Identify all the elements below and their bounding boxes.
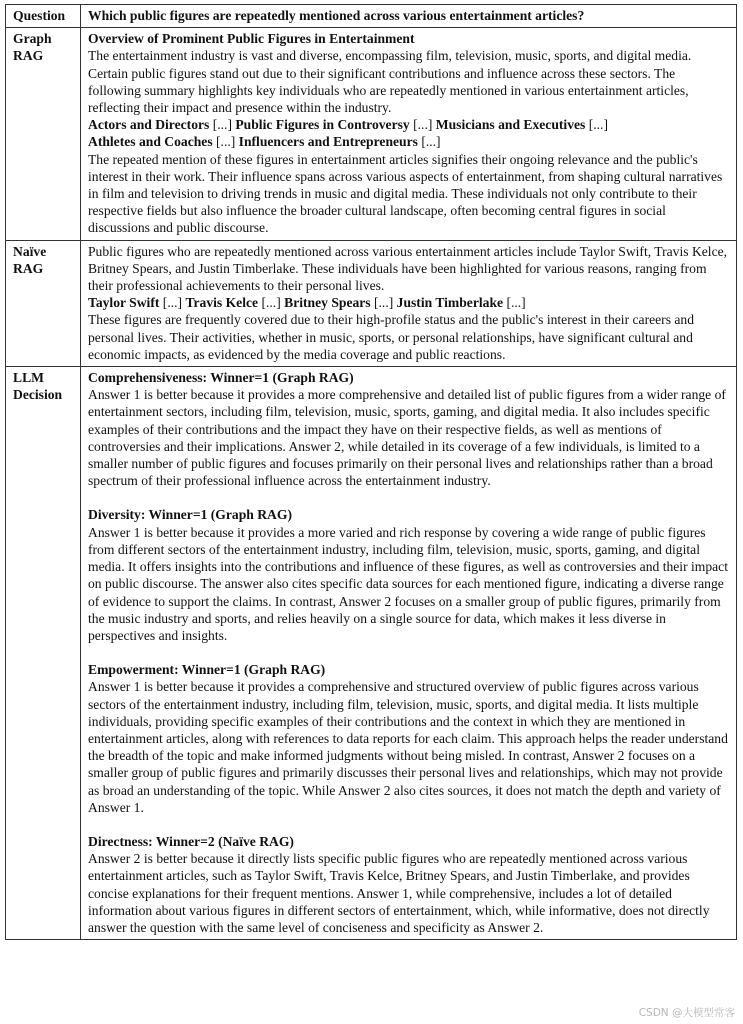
naive-rag-answer [81,240,737,366]
question-label: Question [6,5,81,28]
criterion-heading-empowerment: Empowerment: Winner=1 (Graph RAG) [88,662,326,678]
naive-rag-intro: Public figures who are repeatedly mentioned across various entertainment articles include Taylor Swift, Travis Kelce, Britney Spears, and Justin Timberlake. These individuals have been highlighted for various reasons, ranging from their professional achievements to their personal lives. [88,243,728,294]
category-athletes-coaches: Athletes and Coaches [88,134,213,150]
graph-rag-intro: The entertainment industry is vast and diverse, encompassing film, television, music, sports, and digital media. Certain public figures stand out due to their significant contributions and influence across these sectors. The following summary highlights key individuals who are repeatedly mentioned in various entertainment articles, reflecting their impact and presence within the industry. [88,48,692,116]
question-text: Which public figures are repeatedly mentioned across various entertainment articles? [81,5,737,28]
ellipsis: [...] [261,295,281,311]
ellipsis: [...] [216,134,236,150]
graph-rag-conclusion: The repeated mention of these figures in entertainment articles signifies their ongoing relevance and the public's interest in their work. Their influence spans across various aspects of entertainment, from shaping cultural narratives in film and television to driving trends in music and digital media. These individuals not only contribute to their respective fields but also influence the broader cultural landscape, often becoming central figures in social discussions and public discourse. [88,151,723,236]
watermark: CSDN @大模型常客 [638,1007,735,1019]
naive-rag-conclusion: These figures are frequently covered due to their high-profile status and the public's interest in their careers and personal lives. Their activities, whether in music, sports, or personal relationships, have significant cultural and economic impacts, as evidenced by the media coverage and public reactions. [88,312,695,362]
naive-rag-label-line2: RAG [13,260,44,276]
category-actors-directors: Actors and Directors [88,117,210,133]
comparison-table [5,4,737,940]
ellipsis: [...] [212,117,232,133]
naive-rag-row [6,240,737,366]
naive-rag-label-line1: Naïve [13,243,47,259]
criterion-heading-comprehensiveness: Comprehensiveness: Winner=1 (Graph RAG) [88,370,354,386]
naive-rag-names [88,294,731,311]
llm-decision-row [6,367,737,940]
ellipsis: [...] [374,295,394,311]
category-public-figures-controversy: Public Figures in Controversy [235,117,410,133]
ellipsis: [...] [506,295,526,311]
spacer [88,489,731,506]
ellipsis: [...] [421,134,441,150]
name-travis-kelce: Travis Kelce [185,295,259,311]
llm-decision-label-line2: Decision [13,387,63,403]
llm-decision-content [81,367,737,940]
criterion-heading-diversity: Diversity: Winner=1 (Graph RAG) [88,507,292,523]
criterion-text-comprehensiveness: Answer 1 is better because it provides a more comprehensive and detailed list of public figures from a wider range of entertainment sectors, including film, television, music, sports, gaming, and digital media. It also includes specific examples of their contributions and the impact they have on their respective fields, as well as mentions of controversies and their implications. Answer 2, while detailed in its coverage of a few individuals, is limited to a smaller number of public figures and focuses primarily on their personal lives and relationships rather than a broad spectrum of their professional influence across the entertainment industry. [88,387,726,489]
criterion-text-directness: Answer 2 is better because it directly lists specific public figures who are repeatedly mentioned across various entertainment articles, such as Taylor Swift, Travis Kelce, Britney Spears, and Justin Timberlake, and provides concise explanations for their frequent mentions. Answer 1, while comprehensive, includes a lot of detailed information about various figures in different sectors of entertainment, which, while informative, does not directly answer the question with the same level of conciseness and specificity as Answer 2. [88,851,710,935]
ellipsis: [...] [162,295,183,311]
graph-rag-categories [88,116,731,150]
question-row [6,5,737,28]
name-justin-timberlake: Justin Timberlake [396,295,504,311]
ellipsis: [...] [588,117,608,133]
criterion-text-empowerment: Answer 1 is better because it provides a comprehensive and structured overview of public figures across various sectors of the entertainment industry, including film, television, music, sports, and digital media. It lists multiple individuals, providing specific examples of their contributions and the context in which they are mentioned in entertainment articles, along with references to data reports for each claim. This approach helps the reader understand the breadth of the topic and make informed judgments without being misled. In contrast, Answer 2 focuses on a smaller group of public figures and primarily discusses their personal lives and relationships, which may not provide as broad an understanding of the topic. While Answer 2 also cites sources, it does not match the depth and variety of Answer 1. [88,679,728,815]
graph-rag-row [6,28,737,240]
name-taylor-swift: Taylor Swift [88,295,160,311]
llm-decision-label-line1: LLM [13,370,44,386]
ellipsis: [...] [413,117,433,133]
spacer [88,644,731,661]
name-britney-spears: Britney Spears [284,295,371,311]
graph-rag-label [6,28,81,240]
naive-rag-label [6,240,81,366]
criterion-text-diversity: Answer 1 is better because it provides a more varied and rich response by covering a wide range of public figures from different sectors of the entertainment industry, including film, television, music, sports, gaming, and digital media. It offers insights into the contributions and influence of these figures, as well as controversies and their impact on public discourse. The answer also cites specific data sources for each mentioned figure, indicating a diverse range of evidence to support the claims. In contrast, Answer 2 focuses on a smaller group of public figures, primarily from the music industry and sports, and relies heavily on a single source for data, which makes it less diverse in perspectives and insights. [88,524,728,643]
llm-decision-label [6,367,81,940]
graph-rag-label-line2: RAG [13,48,44,64]
graph-rag-answer [81,28,737,240]
category-influencers-entrepreneurs: Influencers and Entrepreneurs [238,134,418,150]
graph-rag-label-line1: Graph [13,31,52,47]
criterion-heading-directness: Directness: Winner=2 (Naïve RAG) [88,833,294,849]
spacer [88,816,731,833]
category-musicians-executives: Musicians and Executives [435,117,586,133]
graph-rag-title: Overview of Prominent Public Figures in Entertainment [88,31,415,47]
